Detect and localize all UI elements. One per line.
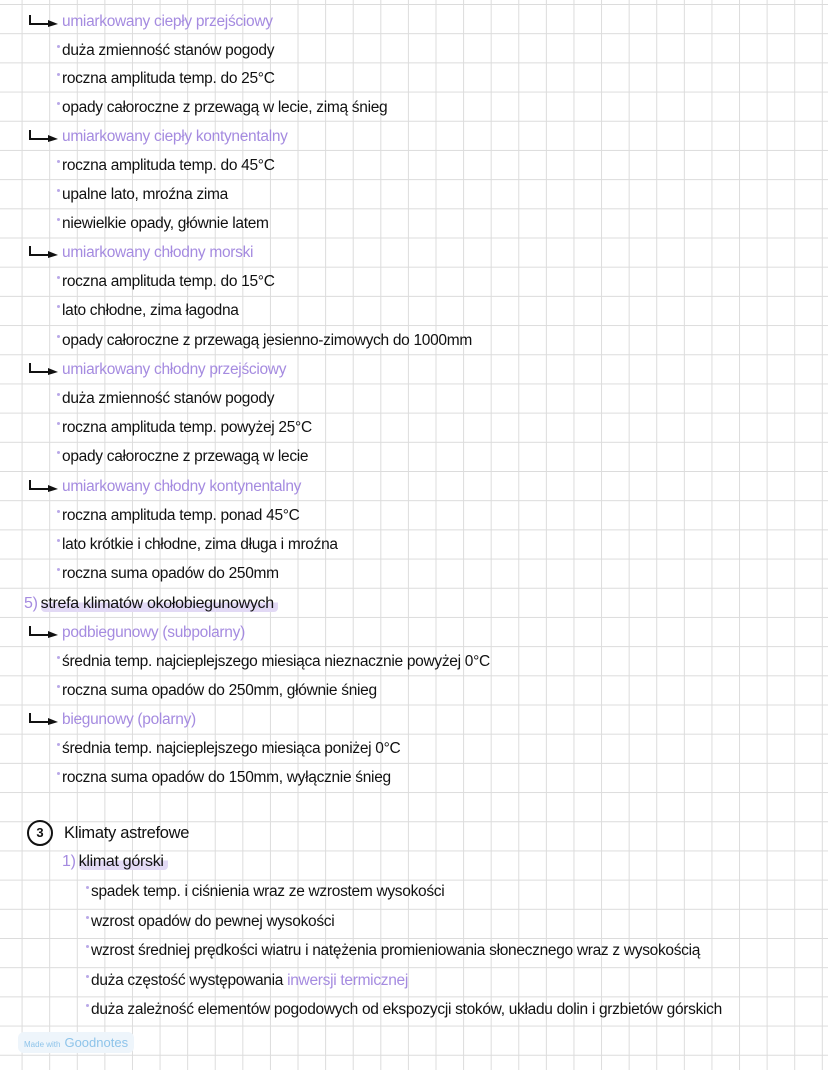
- arrow-icon: [28, 12, 58, 32]
- bullet-icon: [86, 945, 89, 948]
- heading-number: 5): [24, 595, 38, 612]
- bullet-icon: [57, 276, 60, 279]
- arrow-icon: [28, 127, 58, 147]
- bullet-item: [57, 652, 490, 672]
- bullet-text: niewielkie opady, głównie latem: [62, 215, 269, 232]
- section-number-circle: 3: [27, 820, 53, 846]
- bullet-text: roczna suma opadów do 250mm, głównie śnieg: [62, 682, 377, 699]
- bullet-item: [57, 564, 279, 584]
- subheading: [62, 477, 301, 497]
- bullet-item: [57, 185, 228, 205]
- bullet-item: [57, 506, 300, 526]
- bullet-item: [57, 739, 400, 759]
- bullet-text: opady całoroczne z przewagą jesienno-zimowych do 1000mm: [62, 332, 472, 349]
- arrow-icon: [28, 477, 58, 497]
- bullet-text: roczna amplituda temp. do 15°C: [62, 273, 275, 290]
- bullet-icon: [57, 45, 60, 48]
- bullet-text: spadek temp. i ciśnienia wraz ze wzrostem wysokości: [91, 883, 445, 900]
- bullet-item: [57, 768, 391, 788]
- bullet-icon: [86, 916, 89, 919]
- bullet-icon: [86, 975, 89, 978]
- bullet-item: [57, 156, 275, 176]
- bullet-item: [57, 98, 387, 118]
- bullet-item: [57, 41, 274, 61]
- bullet-item: [86, 882, 444, 902]
- subheading-text: umiarkowany ciepły kontynentalny: [62, 128, 288, 145]
- section-heading: [62, 852, 168, 872]
- bullet-icon: [57, 218, 60, 221]
- heading-text: klimat górski: [79, 853, 168, 870]
- bullet-item: [57, 214, 269, 234]
- bullet-text: duża zmienność stanów pogody: [62, 42, 275, 59]
- made-with-label: Made with: [24, 1040, 61, 1049]
- bullet-text: roczna amplituda temp. powyżej 25°C: [62, 419, 312, 436]
- bullet-text: upalne lato, mroźna zima: [62, 186, 228, 203]
- bullet-text: roczna amplituda temp. do 25°C: [62, 70, 275, 87]
- section-title: [64, 823, 189, 843]
- bullet-item: [86, 912, 334, 932]
- bullet-icon: [57, 102, 60, 105]
- bullet-item: [57, 272, 275, 292]
- bullet-text: duża zależność elementów pogodowych od ekspozycji stoków, układu dolin i grzbietów górskich: [91, 1001, 722, 1018]
- bullet-item: [57, 447, 308, 467]
- bullet-icon: [57, 685, 60, 688]
- subheading-text: podbiegunowy (subpolarny): [62, 624, 245, 641]
- subheading-text: umiarkowany chłodny przejściowy: [62, 361, 287, 378]
- subheading: [62, 360, 286, 380]
- bullet-item: [86, 941, 700, 961]
- bullet-text: duża częstość występowania: [91, 972, 288, 989]
- bullet-item: [86, 1000, 722, 1020]
- bullet-icon: [57, 539, 60, 542]
- subheading-text: umiarkowany chłodny morski: [62, 244, 254, 261]
- subheading-text: umiarkowany ciepły przejściowy: [62, 13, 273, 30]
- heading-text: strefa klimatów okołobiegunowych: [41, 595, 278, 612]
- bullet-text: opady całoroczne z przewagą w lecie, zimą śnieg: [62, 99, 388, 116]
- bullet-text: wzrost opadów do pewnej wysokości: [91, 913, 335, 930]
- arrow-icon: [28, 710, 58, 730]
- bullet-icon: [57, 772, 60, 775]
- bullet-icon: [57, 451, 60, 454]
- bullet-text: średnia temp. najcieplejszego miesiąca poniżej 0°C: [62, 740, 401, 757]
- bullet-text: roczna suma opadów do 150mm, wyłącznie śnieg: [62, 769, 391, 786]
- bullet-text: średnia temp. najcieplejszego miesiąca nieznacznie powyżej 0°C: [62, 653, 490, 670]
- brand-label: Goodnotes: [64, 1035, 129, 1050]
- bullet-text: roczna amplituda temp. ponad 45°C: [62, 507, 300, 524]
- arrow-icon: [28, 243, 58, 263]
- bullet-icon: [57, 422, 60, 425]
- subheading: [62, 127, 288, 147]
- bullet-text: wzrost średniej prędkości wiatru i natężenia promieniowania słonecznego wraz z wysokością: [91, 942, 701, 959]
- bullet-icon: [57, 73, 60, 76]
- subheading-text: umiarkowany chłodny kontynentalny: [62, 478, 302, 495]
- heading-number: 1): [62, 853, 76, 870]
- bullet-icon: [57, 160, 60, 163]
- bullet-icon: [57, 335, 60, 338]
- accent-text: inwersji termicznej: [287, 972, 409, 989]
- bullet-icon: [86, 1004, 89, 1007]
- bullet-icon: [57, 510, 60, 513]
- bullet-icon: [57, 189, 60, 192]
- bullet-text: opady całoroczne z przewagą w lecie: [62, 448, 309, 465]
- bullet-item: [57, 389, 274, 409]
- bullet-item: [86, 971, 408, 991]
- subheading: [62, 12, 273, 32]
- bullet-text: lato krótkie i chłodne, zima długa i mroźna: [62, 536, 338, 553]
- bullet-text: roczna amplituda temp. do 45°C: [62, 157, 275, 174]
- bullet-icon: [57, 305, 60, 308]
- bullet-icon: [86, 886, 89, 889]
- bullet-text: duża zmienność stanów pogody: [62, 390, 275, 407]
- subheading-text: biegunowy (polarny): [62, 711, 196, 728]
- goodnotes-badge: [18, 1032, 134, 1053]
- bullet-icon: [57, 743, 60, 746]
- bullet-item: [57, 535, 338, 555]
- bullet-item: [57, 418, 312, 438]
- bullet-text: lato chłodne, zima łagodna: [62, 302, 239, 319]
- bullet-item: [57, 331, 472, 351]
- bullet-item: [57, 301, 239, 321]
- bullet-icon: [57, 393, 60, 396]
- bullet-icon: [57, 656, 60, 659]
- subheading: [62, 623, 245, 643]
- bullet-text: roczna suma opadów do 250mm: [62, 565, 279, 582]
- section-heading: [24, 594, 278, 614]
- arrow-icon: [28, 623, 58, 643]
- arrow-icon: [28, 360, 58, 380]
- bullet-item: [57, 69, 275, 89]
- subheading: [62, 243, 253, 263]
- section-title-text: Klimaty astrefowe: [64, 824, 190, 842]
- bullet-item: [57, 681, 377, 701]
- subheading: [62, 710, 196, 730]
- bullet-icon: [57, 568, 60, 571]
